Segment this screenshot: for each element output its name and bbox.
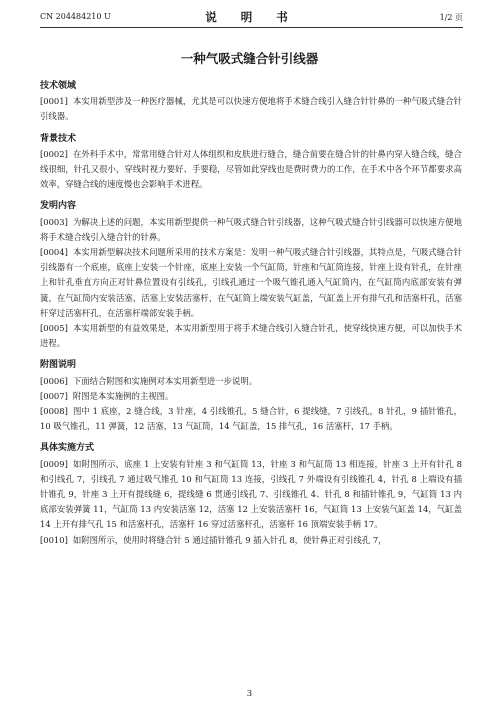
page-header: [40, 9, 463, 27]
paragraph: [40, 215, 462, 245]
paragraph-number: [0007]: [40, 390, 68, 401]
paragraph-number: [0001]: [40, 96, 68, 107]
section-heading-embodiment: 具体实施方式: [40, 443, 95, 454]
page-number: 3: [246, 689, 253, 699]
paragraph: [40, 457, 462, 533]
paragraph: [40, 533, 462, 548]
paragraph-text: 为解决上述的问题，本实用新型提供一种气吸式缝合针引线器，这种气吸式缝合针引线器可以快速方便地将手术缝合线引入缝合针的针鼻。: [40, 216, 462, 242]
section-heading-invention: 发明内容: [40, 201, 77, 212]
paragraph-number: [0009]: [40, 458, 68, 469]
paragraph-text: 本实用新型解决技术问题所采用的技术方案是：发明一种气吸式缝合针引线器，其特点是，气吸式缝合针引线器有一个底座，底座上安装一个针座，底座上安装一个气缸筒，针座和气缸筒连接，针座上设有针孔，在针座上和针孔垂直方向正对针鼻位置设有引线孔，引线孔通过一个吸气锥孔通入气缸筒内，在气缸筒内底部安装有弹簧，在气缸筒内安装活塞，活塞上安装活塞杆，在气缸筒上端安装气缸盖，气缸盖上开有排气孔和活塞杆孔，活塞杆穿过活塞杆孔，在活塞杆端部安装手柄。: [40, 247, 462, 318]
document-title: 一种气吸式缝合针引线器: [180, 51, 319, 66]
paragraph-number: [0005]: [40, 323, 68, 334]
paragraph-number: [0010]: [40, 534, 68, 545]
paragraph-text: 在外科手术中，常常用缝合针对人体组织和皮肤进行缝合，缝合前要在缝合针的针鼻内穿入缝合线，缝合线很细，针孔又很小，穿线时视力要好、手要稳，尽管如此穿线也是费时费力的工作，在手术中各个环节都要求高效率，穿缝合线的速度慢也会影响手术进程。: [40, 148, 462, 190]
paragraph: [40, 94, 462, 124]
paragraph-number: [0006]: [40, 375, 68, 386]
section-heading-background: 背景技术: [40, 133, 77, 144]
section-heading-tech-field: 技术领域: [40, 81, 77, 91]
paragraph-text: 本实用新型的有益效果是，本实用新型用于将手术缝合线引入缝合针孔，使穿线快速方便，可以加快手术进程。: [40, 323, 462, 349]
paragraph-number: [0002]: [40, 148, 68, 159]
paragraph: [40, 404, 462, 434]
document-body: [40, 79, 462, 548]
paragraph-text: 图中 1 底座，2 缝合线，3 针座，4 引线锥孔，5 缝合针，6 提线缝，7 引线孔，8 针孔，9 插针锥孔，10 吸气锥孔，11 弹簧，12 活塞，13 气缸筒，14 气缸盖，15 排气孔，16 活塞杆，17 手柄。: [40, 406, 462, 432]
paragraph: [40, 321, 462, 351]
paragraph-text: 下面结合附图和实施例对本实用新型进一步说明。: [72, 375, 258, 386]
page-indicator: 1/2 页: [439, 13, 463, 22]
paragraph: [40, 245, 462, 321]
paragraph-text: 附图是本实施例的主视图。: [72, 390, 174, 401]
paragraph-number: [0004]: [40, 247, 68, 258]
paragraph: [40, 389, 462, 404]
paragraph-number: [0003]: [40, 216, 68, 227]
doc-type: 说 明 书: [205, 10, 298, 24]
section-heading-drawings: 附图说明: [40, 360, 77, 371]
paragraph-number: [0008]: [40, 406, 68, 417]
paragraph: [40, 374, 462, 389]
paragraph-text: 如附图所示，使用时将缝合针 5 通过插针锥孔 9 插入针孔 8，使针鼻正对引线孔 7，: [72, 534, 387, 545]
paragraph: [40, 147, 462, 193]
doc-number: CN 204484210 U: [40, 12, 111, 21]
paragraph-text: 如附图所示，底座 1 上安装有针座 3 和气缸筒 13，针座 3 和气缸筒 13 相连接，针座 3 上开有针孔 8 和引线孔 7，引线孔 7 通过吸气锥孔 10 和气缸筒 13 连接，引线孔 7 外端设有引线锥孔 4，针孔 8 上端设有插针锥孔 9，针座 3 上开有提线缝 6，提线缝 6 贯通引线孔 7、引线锥孔 4、针孔 8 和插针锥孔 9，气缸筒 13 内底部安装弹簧 11，气缸筒 13 内安装活塞 12，活塞 12 上安装活塞杆 16，气缸筒 13 上安装气缸盖 14，气缸盖 14 上开有排气孔 15 和活塞杆孔，活塞杆 16 穿过活塞杆孔，活塞杆 16 顶端安装手柄 17。: [40, 458, 462, 530]
paragraph-text: 本实用新型涉及一种医疗器械，尤其是可以快速方便地将手术缝合线引入缝合针针鼻的一种气吸式缝合针引线器。: [40, 96, 462, 122]
header-divider: [40, 27, 463, 28]
